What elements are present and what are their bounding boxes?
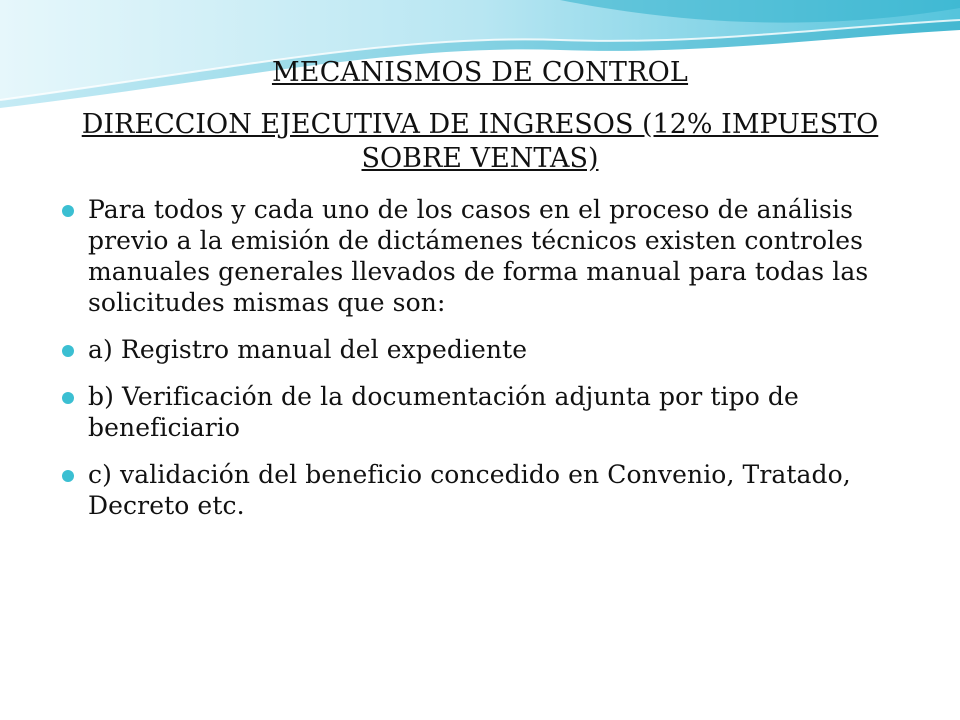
bullet-list xyxy=(62,194,912,537)
bullet-dot-icon xyxy=(62,392,74,404)
bullet-text: a) Registro manual del expediente xyxy=(88,335,528,364)
slide-heading: MECANISMOS DE CONTROL xyxy=(271,57,689,88)
slide-subheading: DIRECCION EJECUTIVA DE INGRESOS (12% IMPUESTO SOBRE VENTAS) xyxy=(81,109,879,174)
bullet-text: c) validación del beneficio concedido en Convenio, Tratado, Decreto etc. xyxy=(88,460,851,520)
bullet-item xyxy=(62,381,912,443)
bullet-item xyxy=(62,334,912,365)
bullet-dot-icon xyxy=(62,470,74,482)
bullet-text: b) Verificación de la documentación adjunta por tipo de beneficiario xyxy=(88,382,799,442)
bullet-item xyxy=(62,194,912,318)
bullet-item xyxy=(62,459,912,521)
bullet-dot-icon xyxy=(62,205,74,217)
bullet-dot-icon xyxy=(62,345,74,357)
bullet-text: Para todos y cada uno de los casos en el proceso de análisis previo a la emisión de dictámenes técnicos existen controles manuales generales llevados de forma manual para todas las solicitudes mismas que son: xyxy=(88,195,869,317)
